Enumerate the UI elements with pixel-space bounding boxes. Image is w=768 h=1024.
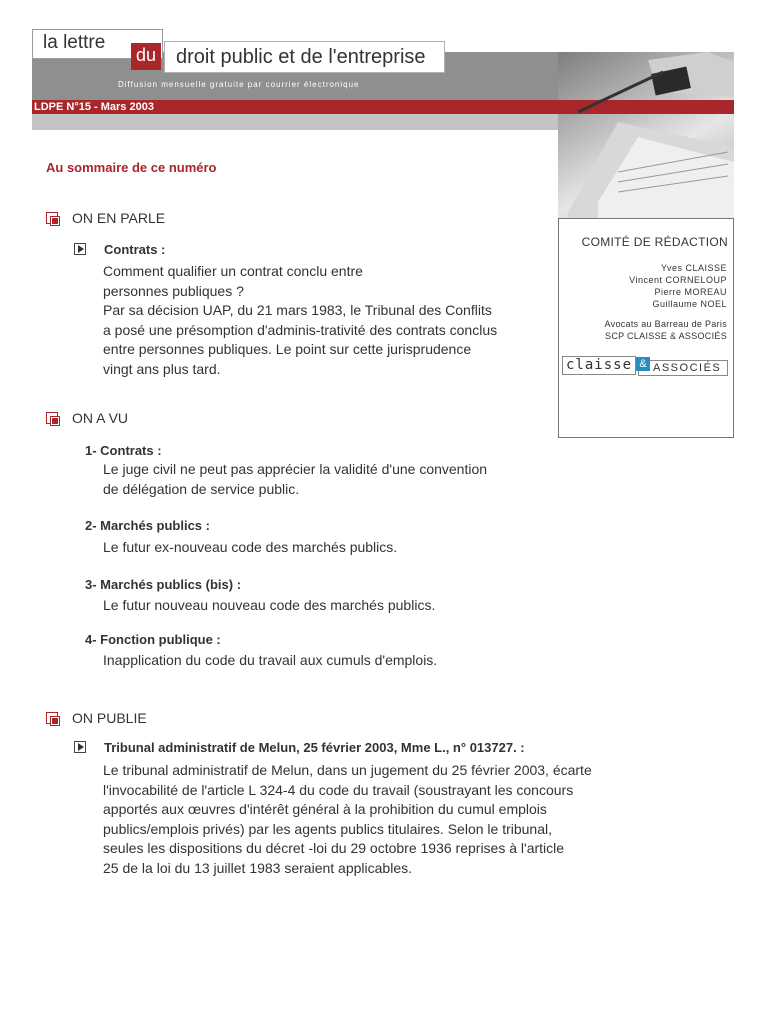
masthead-du: du (131, 43, 161, 70)
text-line: 25 de la loi du 13 juillet 1983 seraient applicables. (103, 859, 412, 876)
play-triangle-icon (74, 741, 86, 753)
comite-members (629, 262, 727, 310)
member: Vincent CORNELOUP (629, 275, 727, 285)
masthead-title: droit public et de l'entreprise (164, 41, 445, 73)
section-bullet-icon (46, 212, 60, 226)
text-line: l'invocabilité de l'article L 324-4 du code du travail (soustrayant les concours (103, 781, 574, 798)
header-photo (558, 52, 734, 218)
item-summary (103, 262, 497, 379)
claisse-associes-logo (562, 356, 730, 378)
lawyers-line: Avocats au Barreau de Paris (604, 319, 727, 329)
text-line: Le futur ex-nouveau code des marchés publics. (103, 539, 398, 555)
logo-claisse: claisse (562, 356, 636, 375)
item-summary (103, 596, 435, 616)
section-title: ON EN PARLE (72, 210, 166, 226)
comite-title: COMITÉ DE RÉDACTION (581, 235, 728, 249)
text-line: seules les dispositions du décret -loi du 29 octobre 1936 reprises à l'article (103, 840, 565, 856)
text-line: apportés aux œuvres d'intérêt général à la prohibition du cumul emplois (103, 801, 547, 817)
text-line: publics/emplois privés) par les agents publics titulaires. Selon le tribunal, (103, 820, 552, 837)
newspaper-pen-illustration (558, 52, 734, 218)
item-heading[interactable]: 3- Marchés publics (bis) : (85, 577, 242, 592)
section-bullet-icon (46, 712, 60, 726)
text-line: a posé une présomption d'adminis-trativité des contrats conclus (103, 321, 498, 338)
item-summary (103, 651, 437, 671)
text-line: entre personnes publiques. Le point sur cette jurisprudence (103, 341, 472, 357)
masthead-diffusion: Diffusion mensuelle gratuite par courrier électronique (118, 80, 360, 89)
section-bullet-icon (46, 412, 60, 426)
section-title: ON A VU (72, 410, 129, 426)
comite-lawyers (605, 318, 728, 342)
text-line: Le juge civil ne peut pas apprécier la validité d'une convention (103, 461, 488, 477)
comite-redaction-box (558, 218, 734, 438)
play-triangle-icon (74, 243, 86, 255)
text-line: Inapplication du code du travail aux cumuls d'emplois. (103, 652, 438, 668)
logo-ampersand: & (636, 357, 650, 371)
item-summary (103, 761, 592, 878)
masthead-la-lettre: la lettre (43, 32, 106, 53)
member: Pierre MOREAU (654, 287, 727, 297)
item-heading[interactable]: 2- Marchés publics : (85, 518, 210, 533)
sommaire-title: Au sommaire de ce numéro (46, 160, 217, 175)
text-line: vingt ans plus tard. (103, 360, 221, 377)
text-line: personnes publiques ? (103, 282, 244, 299)
item-heading[interactable]: 1- Contrats : (85, 443, 162, 458)
item-summary (103, 538, 397, 558)
issue-number: LDPE N°15 - Mars 2003 (34, 101, 154, 113)
item-summary (103, 460, 487, 499)
item-heading[interactable]: Contrats : (104, 242, 166, 257)
text-line: Le futur nouveau nouveau code des marchés publics. (103, 597, 436, 613)
item-heading[interactable]: Tribunal administratif de Melun, 25 février 2003, Mme L., n° 013727. : (104, 740, 525, 755)
member: Yves CLAISSE (660, 263, 727, 273)
header-light-band (32, 114, 565, 130)
logo-associes: ASSOCIÉS (638, 360, 728, 376)
text-line: Par sa décision UAP, du 21 mars 1983, le Tribunal des Conflits (103, 302, 492, 318)
item-heading[interactable]: 4- Fonction publique : (85, 632, 221, 647)
lawyers-line: SCP CLAISSE & ASSOCIÉS (605, 331, 727, 341)
section-title: ON PUBLIE (72, 710, 147, 726)
text-line: de délégation de service public. (103, 480, 300, 497)
member: Guillaume NOEL (652, 299, 727, 309)
text-line: Comment qualifier un contrat conclu entre (103, 263, 363, 279)
text-line: Le tribunal administratif de Melun, dans un jugement du 25 février 2003, écarte (103, 762, 592, 778)
